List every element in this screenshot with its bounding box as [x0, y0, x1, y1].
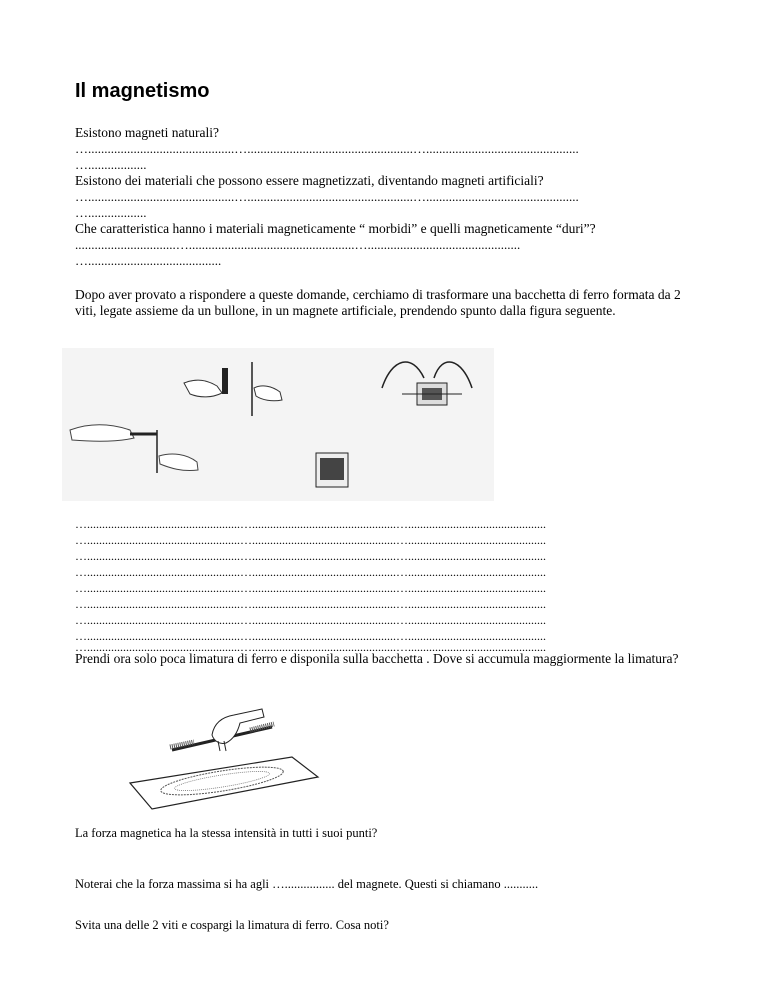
- filings-illustration: [122, 705, 324, 817]
- answer-line: ...............................…...................................................…...............................................: [75, 237, 521, 252]
- magnetization-figure: [62, 348, 494, 501]
- answer-line: …..................: [75, 205, 147, 220]
- page-title: Il magnetismo: [75, 80, 210, 102]
- dotted-line: …...................................................…................................................…..............................................: [75, 581, 546, 595]
- dotted-line: …...................................................…................................................…..............................................: [75, 640, 546, 654]
- dotted-line: …...................................................…................................................…..............................................: [75, 613, 546, 627]
- question-max-force: Noterai che la forza massima si ha agli …................ del magnete. Questi si chiamano ...........: [75, 877, 539, 891]
- answer-line: ….............................................…...................................................…...............................................: [75, 189, 579, 204]
- question-natural-magnets: Esistono magneti naturali?: [75, 125, 219, 140]
- filings-paragraph: Prendi ora solo poca limatura di ferro e disponila sulla bacchetta . Dove si accumula maggiormente la limatura?: [75, 651, 679, 666]
- answer-line: ….............................................…...................................................…...............................................: [75, 141, 579, 156]
- answer-line: ….........................................: [75, 253, 222, 268]
- question-unscrew: Svita una delle 2 viti e cospargi la limatura di ferro. Cosa noti?: [75, 918, 389, 932]
- question-force-intensity: La forza magnetica ha la stessa intensità in tutti i suoi punti?: [75, 826, 378, 840]
- dotted-line: …...................................................…................................................…..............................................: [75, 565, 546, 579]
- answer-line: …..................: [75, 157, 147, 172]
- question-artificial-magnets: Esistono dei materiali che possono essere magnetizzati, diventando magneti artificiali?: [75, 173, 544, 188]
- dotted-line: …...................................................…................................................…..............................................: [75, 533, 546, 547]
- intro-paragraph: Dopo aver provato a rispondere a queste domande, cerchiamo di trasformare una bacchetta di ferro formata da 2 viti, legate assieme da un bullone, in un magnete artificiale, prendendo spunto dalla figura seguente.: [75, 287, 681, 318]
- magnetization-illustration: [62, 348, 494, 501]
- dotted-line: …...................................................…................................................…..............................................: [75, 549, 546, 563]
- dotted-line: …...................................................…................................................…..............................................: [75, 597, 546, 611]
- dotted-line: …...................................................…................................................…..............................................: [75, 629, 546, 643]
- question-soft-hard: Che caratteristica hanno i materiali magneticamente “ morbidi” e quelli magneticamente “duri”?: [75, 221, 596, 236]
- filings-figure: [122, 705, 324, 817]
- dotted-line: …...................................................…................................................…..............................................: [75, 517, 546, 531]
